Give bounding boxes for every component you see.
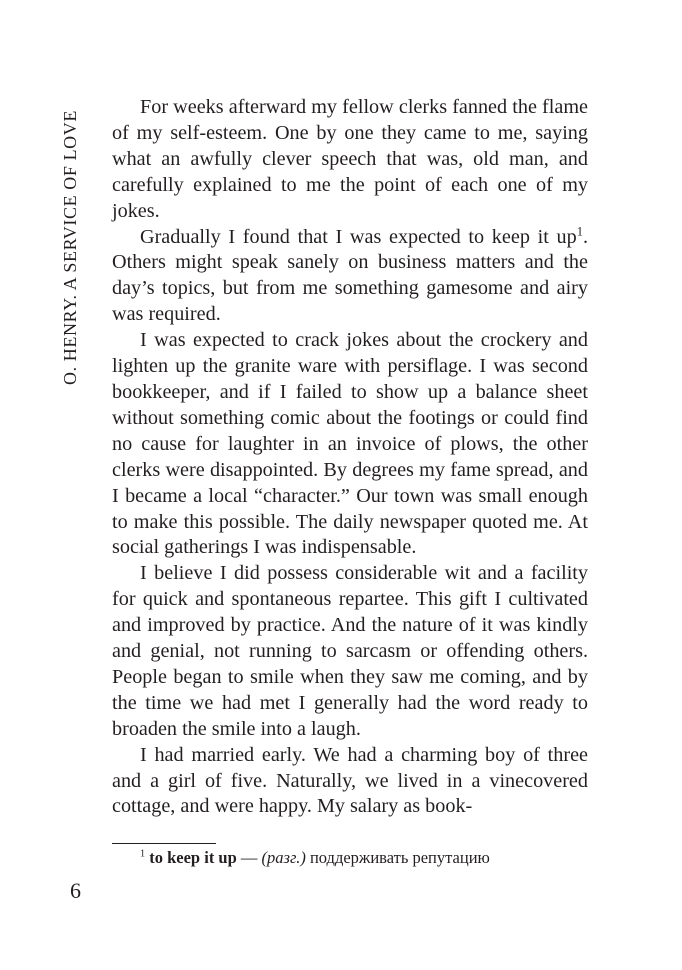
footnote-note: (разг.) xyxy=(261,848,306,867)
footnote-translation: поддерживать репутацию xyxy=(305,848,490,867)
paragraph-2 xyxy=(112,225,588,329)
paragraph-1: For weeks afterward my fellow clerks fanned the flame of my self-esteem. One by one they came to me, saying what an awfully clever speech that was, old man, and carefully explained to me the point of each one of my jokes. xyxy=(112,96,588,222)
footnote-ref: 1 xyxy=(576,223,583,238)
paragraph-2-text: Gradually I found that I was expected to keep it up xyxy=(140,225,577,248)
footnote-rule xyxy=(112,843,216,844)
paragraph-4: I believe I did possess considerable wit and a facility for quick and spontaneous repartee. This gift I cultivated and improved by practice. And the nature of it was kindly and genial, not running to sarcasm or offending others. People began to smile when they saw me coming, and by the time we had met I generally had the word ready to broaden the smile into a laugh. xyxy=(112,562,588,740)
footnote-term: to keep it up xyxy=(149,848,237,867)
paragraph-3: I was expected to crack jokes about the crockery and lighten up the granite ware with persiflage. I was second bookkeeper, and if I failed to show up a balance sheet without something comic about the footings or could find no cause for laughter in an invoice of plows, the other clerks were disappointed. By degrees my fame spread, and I became a local “character.” Our town was small enough to make this possible. The daily newspaper quoted me. At social gatherings I was indispensable. xyxy=(112,329,588,559)
running-head: O. HENRY. A SERVICE OF LOVE xyxy=(60,110,80,385)
paragraph-5: I had married early. We had a charming boy of three and a girl of five. Naturally, we lived in a vinecovered cottage, and were happy. My salary as book- xyxy=(112,743,588,818)
footnote-number: 1 xyxy=(140,848,146,860)
page-number: 6 xyxy=(70,878,81,903)
footnote xyxy=(140,848,590,868)
paragraph-2-text-after: . Others might speak sanely on business matters and the day’s topics, but from me something gamesome and airy was required. xyxy=(112,225,588,326)
body-text xyxy=(112,95,588,820)
footnote-dash: — xyxy=(236,848,262,867)
